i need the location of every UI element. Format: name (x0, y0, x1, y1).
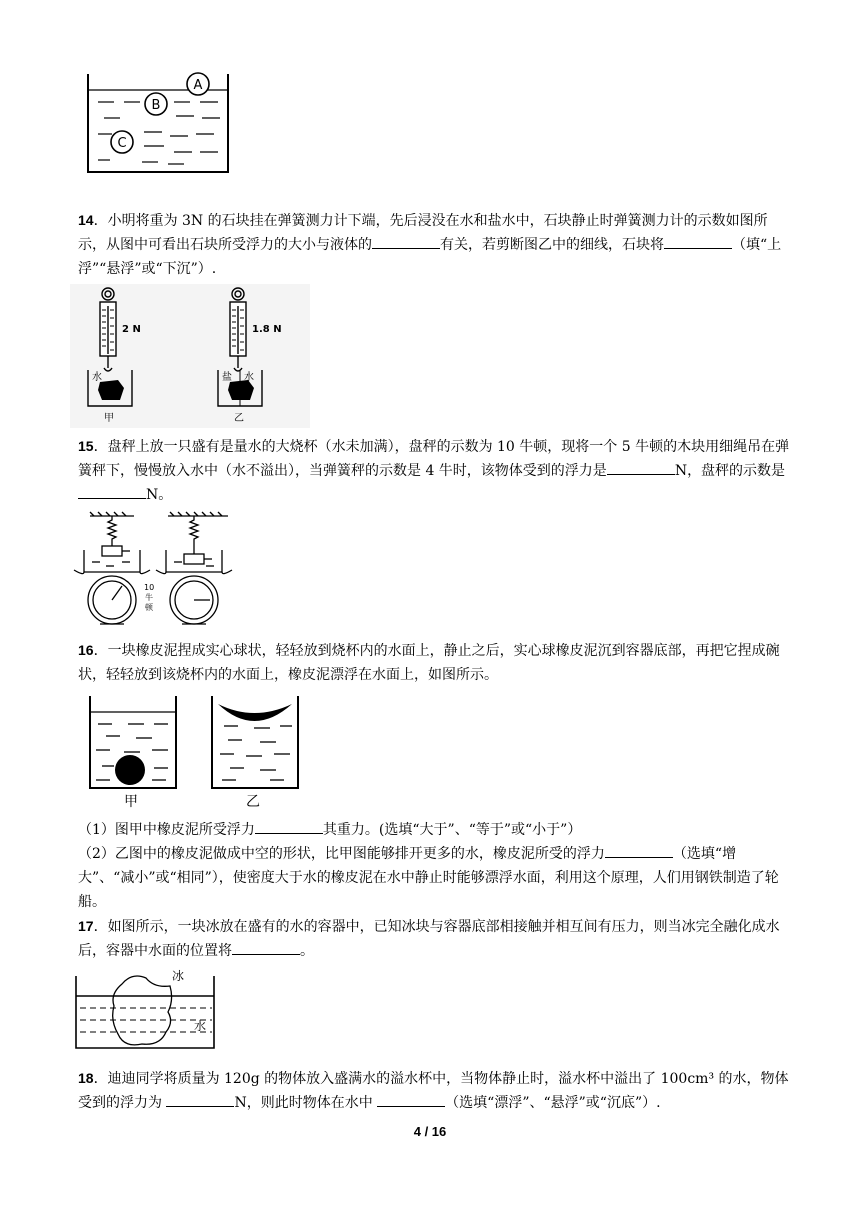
answer-blank[interactable] (372, 234, 440, 249)
dial-label-2: 牛 (145, 593, 153, 602)
ball-c-label: C (117, 136, 127, 151)
question-text: 有关，若剪断图乙中的细线，石块将 (440, 237, 664, 253)
answer-blank[interactable] (605, 843, 673, 858)
question-text: （2）乙图中的橡皮泥做成中空的形状，比甲图能够排开更多的水，橡皮泥所受的浮力 (78, 846, 605, 862)
ice-label: 冰 (172, 969, 185, 983)
question-17 (78, 914, 790, 963)
dial-label-3: 顿 (145, 603, 153, 612)
question-text: ．如图所示，一块冰放在盛有的水的容器中，已知冰块与容器底部相接触并相互间有压力，则当冰完全融化成水后，容器中水面的位置将 (78, 919, 780, 959)
right-liquid-label-1: 盐 (222, 372, 232, 383)
right-liquid-label-2: 水 (244, 372, 254, 383)
balls-container-figure (84, 66, 234, 178)
answer-blank[interactable] (377, 1092, 445, 1107)
question-number: 16 (78, 642, 94, 658)
question-text: ．迪迪同学将质量为 120g 的物体放入盛满水的溢水杯中，当物体静止时，溢水杯中溢出了 100cm³ 的水，物体受到的浮力为 (78, 1071, 789, 1111)
right-scale-reading: 1.8 N (252, 324, 282, 335)
question-16-sub2 (78, 842, 790, 914)
spring-scale-figure (70, 284, 310, 428)
question-number: 18 (78, 1070, 94, 1086)
dial-label-1: 10 (144, 583, 155, 592)
answer-blank[interactable] (166, 1092, 234, 1107)
question-text: ．小明将重为 3N 的石块挂在弹簧测力计下端，先后浸没在水和盐水中，石块静止时弹簧测力计的示数如图所示，从图中可看出石块所受浮力的大小与液体的 (78, 213, 768, 253)
question-16 (78, 638, 790, 687)
question-text: （选填“增大”、“减小”或“相同”），使密度大于水的橡皮泥在水中静止时能够漂浮水面，利用这个原理，人们用钢铁制造了轮船。 (78, 846, 779, 910)
answer-blank[interactable] (78, 484, 146, 499)
left-liquid-label: 水 (92, 372, 102, 383)
question-16-sub1 (78, 818, 790, 842)
question-number: 15 (78, 438, 94, 454)
question-text: 。 (300, 943, 314, 959)
question-text: （选填“漂浮”、“悬浮”或“沉底”）. (445, 1095, 661, 1111)
question-text: （填“上浮”“悬浮”或“下沉”）. (78, 237, 782, 277)
question-text: 其重力。(选填“大于”、“等于”或“小于”） (322, 822, 582, 838)
page-number: 4 / 16 (413, 1124, 447, 1139)
platform-scale-figure (70, 510, 240, 634)
clay-figure (84, 692, 306, 814)
question-text: N，则此时物体在水中 (234, 1095, 373, 1111)
left-scale-reading: 2 N (122, 324, 141, 335)
ball-b-label: B (151, 98, 161, 113)
answer-blank[interactable] (255, 819, 323, 834)
ice-figure (70, 966, 220, 1060)
question-number: 14 (78, 212, 94, 228)
question-15 (78, 434, 790, 507)
question-text: N，盘秤的示数是 (674, 463, 786, 479)
right-caption: 乙 (246, 794, 260, 810)
question-text: N。 (146, 487, 173, 503)
question-text: ．盘秤上放一只盛有是量水的大烧杯（水未加满），盘秤的示数为 10 牛顿，现将一个 5 牛顿的木块用细绳吊在弹簧秤下，慢慢放入水中（水不溢出），当弹簧秤的示数是 4 牛时，该物体受到的浮力是 (78, 439, 790, 479)
answer-blank[interactable] (664, 234, 732, 249)
question-14 (78, 208, 790, 281)
left-caption: 甲 (124, 794, 138, 810)
question-text: ．一块橡皮泥捏成实心球状，轻轻放到烧杯内的水面上，静止之后，实心球橡皮泥沉到容器底部，再把它捏成碗状，轻轻放到该烧杯内的水面上，橡皮泥漂浮在水面上，如图所示。 (78, 643, 780, 683)
answer-blank[interactable] (607, 460, 675, 475)
left-caption: 甲 (104, 413, 114, 424)
water-label: 水 (194, 1019, 207, 1033)
right-caption: 乙 (234, 413, 244, 424)
ball-a-label: A (193, 78, 203, 93)
answer-blank[interactable] (232, 940, 300, 955)
question-text: （1）图甲中橡皮泥所受浮力 (78, 822, 255, 838)
question-number: 17 (78, 918, 94, 934)
question-18 (78, 1066, 790, 1115)
